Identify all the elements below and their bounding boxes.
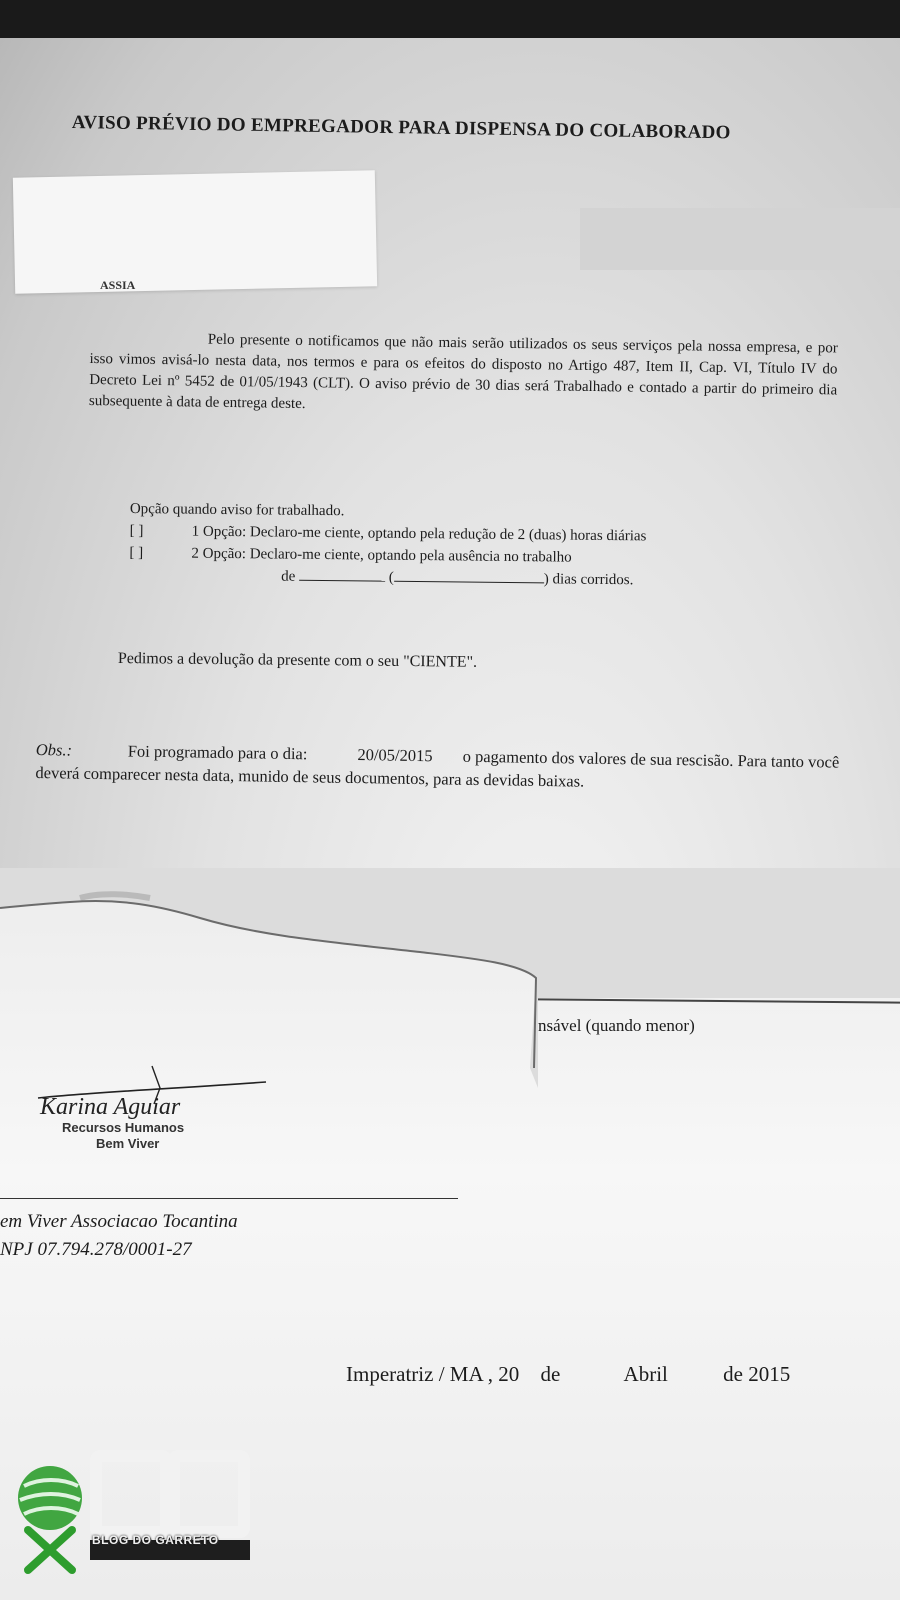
payment-date: 20/05/2015	[357, 745, 433, 766]
obs-label: Obs.:	[35, 739, 73, 760]
place: Imperatriz / MA , 20	[346, 1362, 520, 1386]
obs-text-1: Foi programado para o dia:	[127, 741, 308, 764]
days-number-blank[interactable]	[299, 566, 385, 582]
company-block	[0, 1208, 238, 1264]
days-paren-open: (	[388, 569, 394, 586]
days-words-blank[interactable]	[394, 567, 544, 584]
logo-text: BLOG DO GARRETO	[92, 1533, 219, 1547]
company-cnpj: NPJ 07.794.278/0001-27	[0, 1239, 192, 1260]
option-1-checkbox[interactable]: [ ]	[129, 522, 144, 540]
signatory-org: Bem Viver	[96, 1136, 160, 1151]
signature-stamp	[34, 1058, 274, 1128]
redacted-block-right	[580, 208, 900, 270]
options-section	[129, 498, 850, 594]
days-prefix: de	[281, 568, 296, 585]
signature-text: Karina Aguiar	[40, 1094, 181, 1120]
date-de-1: de	[540, 1362, 561, 1386]
date-year: de 2015	[723, 1362, 791, 1386]
option-2-text: 2 Opção: Declaro-me ciente, optando pela ausência no trabalho	[191, 545, 572, 566]
company-signature-line	[0, 1198, 458, 1199]
blog-logo	[10, 1438, 270, 1598]
document-title: AVISO PRÉVIO DO EMPREGADOR PARA DISPENSA DO COLABORADO	[71, 112, 731, 144]
torn-paper-edge	[0, 868, 900, 1088]
obs-section	[35, 738, 844, 797]
days-suffix: ) dias corridos.	[543, 571, 634, 589]
obs-text-2: o pagamento dos valores de sua rescisão. Para tanto você deverá comparecer nesta data, munido de seus documentos, para as devidas baixas.	[35, 746, 840, 791]
signatory-dept: Recursos Humanos	[62, 1120, 185, 1135]
date-month: Abril	[623, 1362, 668, 1386]
responsible-label: nsável (quando menor)	[538, 1016, 695, 1035]
document-page	[0, 38, 900, 1600]
notice-text: Pelo presente o notificamos que não mais serão utilizados os seus serviços pela nossa empresa, e por isso vimos avisá-lo nesta data, nos termos e para os efeitos do disposto no Artigo 487, Item II, Cap. VI, Título IV do Decreto Lei nº 5452 de 01/05/1943 (CLT). O aviso prévio de 30 dias será Trabalhado e contado a partir do primeiro dia subsequente à data de entrega deste.	[88, 331, 838, 413]
redacted-block	[13, 170, 377, 294]
option-2-checkbox[interactable]: [ ]	[129, 544, 144, 562]
place-and-date	[346, 1362, 790, 1387]
name-fragment: ASSIA	[100, 278, 136, 292]
option-1-text: 1 Opção: Declaro-me ciente, optando pela redução de 2 (duas) horas diárias	[191, 523, 647, 545]
notice-paragraph	[89, 328, 838, 422]
signatory-block	[62, 1120, 184, 1152]
company-name: em Viver Associacao Tocantina	[0, 1211, 238, 1232]
return-request: Pedimos a devolução da presente com o seu "CIENTE".	[117, 650, 478, 671]
options-heading: Opção quando aviso for trabalhado.	[129, 500, 345, 520]
